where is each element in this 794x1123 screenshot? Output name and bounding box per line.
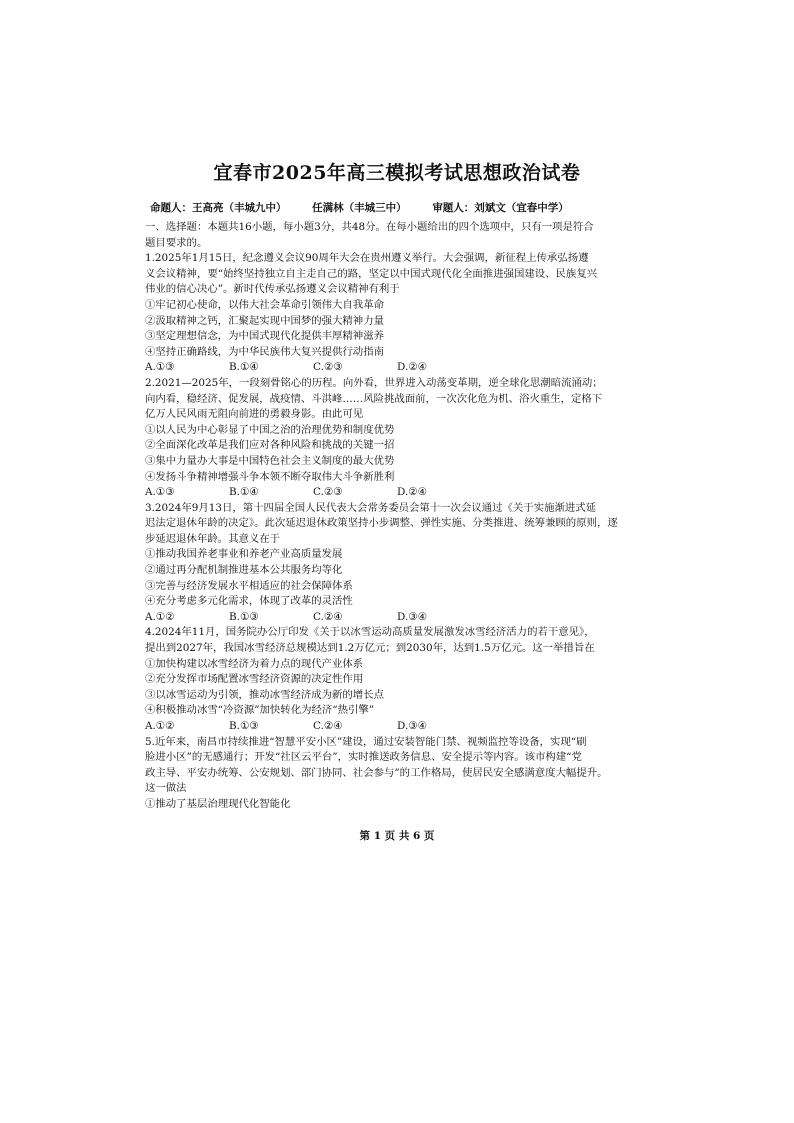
answer-choice: A.①② <box>145 720 175 732</box>
answer-choice: C.②④ <box>313 610 343 623</box>
question-3 <box>145 501 665 626</box>
answer-choices <box>145 610 665 626</box>
question-item: ①推动我国养老事业和养老产业高质量发展 <box>145 548 343 561</box>
question-item: ④坚持正确路线，为中华民族伟大复兴提供行动指南 <box>145 345 384 358</box>
question-item: ③集中力量办大事是中国特色社会主义制度的最大优势 <box>145 454 395 467</box>
question-1 <box>145 251 665 376</box>
question-item: ②通过再分配机制推进基本公共服务均等化 <box>145 564 343 577</box>
question-4 <box>145 625 665 734</box>
answer-choice: B.①④ <box>229 486 259 499</box>
question-item: ②全面深化改革是我们应对各种风险和挑战的关键一招 <box>145 439 395 452</box>
answer-choice: A.①③ <box>145 361 175 374</box>
answer-choice: C.②③ <box>313 361 343 374</box>
question-stem-line: 义会议精神，要“始终坚持独立自主走自己的路，坚定以中国式现代化全面推进强国建设、民族复兴 <box>145 267 598 280</box>
question-item: ③完善与经济发展水平相适应的社会保障体系 <box>145 579 353 592</box>
question-item: ①以人民为中心彰显了中国之治的治理优势和制度优势 <box>145 423 395 436</box>
question-stem-line: 4.2024年11月，国务院办公厅印发《关于以冰雪运动高质量发展激发冰雪经济活力的若干意见》， <box>145 626 595 639</box>
question-stem-line: 1.2025年1月15日，纪念遵义会议90周年大会在贵州遵义举行。大会强调，新征程上传承弘扬遵 <box>145 252 589 265</box>
answer-choices <box>145 360 665 376</box>
answer-choice: D.②④ <box>397 486 427 499</box>
answer-choice: D.②④ <box>397 361 427 374</box>
question-item: ④充分考虑多元化需求，体现了改革的灵活性 <box>145 595 353 608</box>
answer-choice: D.③④ <box>397 720 427 732</box>
answer-choice: C.②③ <box>313 486 343 499</box>
question-item: ②汲取精神之钙，汇聚起实现中国梦的强大精神力量 <box>145 314 384 327</box>
question-stem-line: 亿万人民风雨无阻向前进的勇毅身影。由此可见 <box>145 408 364 421</box>
reviewer: 审题人：刘斌文（宜春中学） <box>432 202 569 214</box>
answer-choice: B.①③ <box>229 720 259 732</box>
question-stem-line: 伟业的信心决心”。新时代传承弘扬遵义会议精神有利于 <box>145 283 400 296</box>
page-footer: 第 1 页 共 6 页 <box>359 830 435 842</box>
question-2 <box>145 376 665 501</box>
section-intro-line: 一、选择题：本题共16小题，每小题3分，共48分。在每小题给出的四个选项中，只有一项是符合 <box>145 221 594 233</box>
question-item: ③以冰雪运动为引领，推动冰雪经济成为新的增长点 <box>145 688 384 701</box>
question-item: ①推动了基层治理现代化智能化 <box>145 797 291 810</box>
question-stem-line: 5.近年来，南昌市持续推进“智慧平安小区”建设，通过安装智能门禁、视频监控等设备，实现“刷 <box>145 735 587 748</box>
question-item: ②充分发挥市场配置冰雪经济资源的决定性作用 <box>145 673 364 686</box>
question-5 <box>145 735 665 813</box>
question-stem-line: 迟法定退休年龄的决定》。此次延迟退休政策坚持小步调整、弹性实施、分类推进、统筹兼顾的原则，逐 <box>145 517 618 530</box>
question-list <box>145 251 665 812</box>
question-stem-line: 步延迟退休年龄。其意义在于 <box>145 532 281 545</box>
question-stem-line: 这一做法 <box>145 782 187 795</box>
question-stem-line: 提出到2027年，我国冰雪经济总规模达到1.2万亿元；到2030年，达到1.5万亿元。这一举措旨在 <box>145 642 595 655</box>
question-item: ①加快构建以冰雪经济为着力点的现代产业体系 <box>145 657 364 670</box>
question-item: ④发扬斗争精神增强斗争本领不断夺取伟大斗争新胜利 <box>145 470 395 483</box>
answer-choice: B.①③ <box>229 610 259 623</box>
question-stem-line: 向内看，稳经济、促发展，战疫情、斗洪峰……风险挑战面前，一次次化危为机、浴火重生，定格下 <box>145 392 603 405</box>
question-stem-line: 脸进小区”的无感通行；开发“社区云平台”，实时推送政务信息、安全提示等内容。该市构建“党 <box>145 751 582 764</box>
question-stem-line: 2.2021—2025年，一段刻骨铭心的历程。向外看，世界进入动荡变革期，逆全球化思潮暗流涌动； <box>145 376 603 389</box>
question-item: ④积极推动冰雪“冷资源”加快转化为经济“热引擎” <box>145 704 375 717</box>
section-intro-line: 题目要求的。 <box>145 236 208 249</box>
question-stem-line: 3.2024年9月13日，第十四届全国人民代表大会常务委员会第十一次会议通过《关于实施渐进式延 <box>145 501 597 514</box>
answer-choice: B.①④ <box>229 361 259 374</box>
proposer-2: 任满林（丰城三中） <box>312 202 407 214</box>
answer-choice: A.①② <box>145 610 175 623</box>
exam-title: 宜春市2025年高三模拟考试思想政治试卷 <box>213 162 581 184</box>
exam-body <box>145 220 665 813</box>
question-item: ③坚定理想信念，为中国式现代化提供丰厚精神滋养 <box>145 330 384 343</box>
answer-choice: A.①③ <box>145 486 175 499</box>
answer-choices <box>145 485 665 501</box>
author-line <box>150 200 670 215</box>
question-item: ①牢记初心使命，以伟大社会革命引领伟大自我革命 <box>145 298 384 311</box>
answer-choice: C.②④ <box>313 720 343 732</box>
proposer-1: 命题人：王高亮（丰城九中） <box>150 202 287 214</box>
answer-choices <box>145 719 665 735</box>
answer-choice: D.③④ <box>397 610 427 623</box>
question-stem-line: 政主导、平安办统筹、公安规划、部门协同、社会参与”的工作格局，使居民安全感满意度大幅提升。 <box>145 766 608 779</box>
